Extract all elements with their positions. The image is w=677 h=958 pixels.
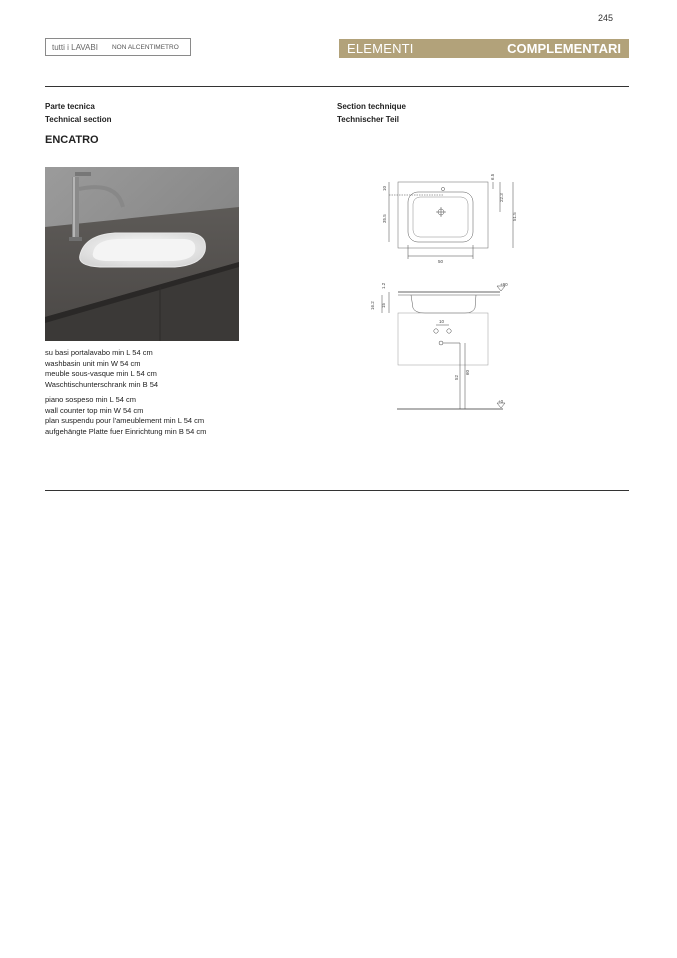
plan-dim: 51.5: [512, 212, 517, 221]
banner-left: ELEMENTI: [347, 41, 414, 56]
right-header: [337, 100, 406, 126]
category-main: tutti i LAVABI: [52, 42, 98, 52]
category-sub: NON ALCENTIMETRO: [111, 43, 179, 51]
right-header-line: Technischer Teil: [337, 115, 399, 124]
note-line: piano sospeso min L 54 cm: [45, 395, 137, 404]
left-header-line: Parte tecnica: [45, 102, 95, 111]
left-header-line: Technical section: [45, 115, 112, 124]
plan-dim: 6.5: [490, 173, 495, 180]
note-line: plan suspendu pour l'ameublement min L 54 cm: [45, 416, 205, 425]
section-dim: 60: [465, 369, 470, 375]
section-dim: 10: [439, 319, 445, 324]
category-tag[interactable]: [45, 38, 191, 56]
note-line: washbasin unit min W 54 cm: [45, 358, 141, 368]
section-dim: 1.2: [381, 282, 386, 289]
level-mark: +0: [498, 399, 504, 404]
plan-dim: 22.3: [499, 193, 504, 202]
countertop-notes: [45, 395, 206, 437]
section-dim: 16.2: [370, 301, 375, 310]
note-line: meuble sous-vasque min L 54 cm: [45, 369, 157, 378]
section-dim: 15: [381, 302, 386, 308]
note-line: wall counter top min W 54 cm: [45, 405, 144, 415]
note-line: su basi portalavabo min L 54 cm: [45, 348, 153, 357]
right-header-line: Section technique: [337, 102, 406, 111]
cabinet-notes: [45, 348, 158, 390]
banner-right: COMPLEMENTARI: [507, 41, 621, 56]
plan-view: [389, 182, 513, 259]
plan-dim: 50: [438, 259, 444, 264]
plan-dim: 10: [382, 185, 387, 191]
section-view: [382, 286, 505, 409]
note-line: aufgehängte Platte fuer Einrichtung min B 54 cm: [45, 426, 207, 436]
technical-drawing: [355, 165, 535, 420]
note-line: Waschtischunterschrank min B 54: [45, 379, 159, 389]
bottom-divider: [45, 490, 629, 491]
section-dim: 52: [454, 374, 459, 380]
top-divider: [45, 86, 629, 87]
left-header: [45, 100, 112, 126]
level-mark: +90: [500, 282, 508, 287]
product-name: ENCATRO: [45, 134, 99, 146]
page-number: 245: [598, 13, 614, 23]
plan-dim: 35.5: [382, 214, 387, 223]
section-banner: [339, 39, 629, 58]
product-photo: [45, 167, 239, 341]
